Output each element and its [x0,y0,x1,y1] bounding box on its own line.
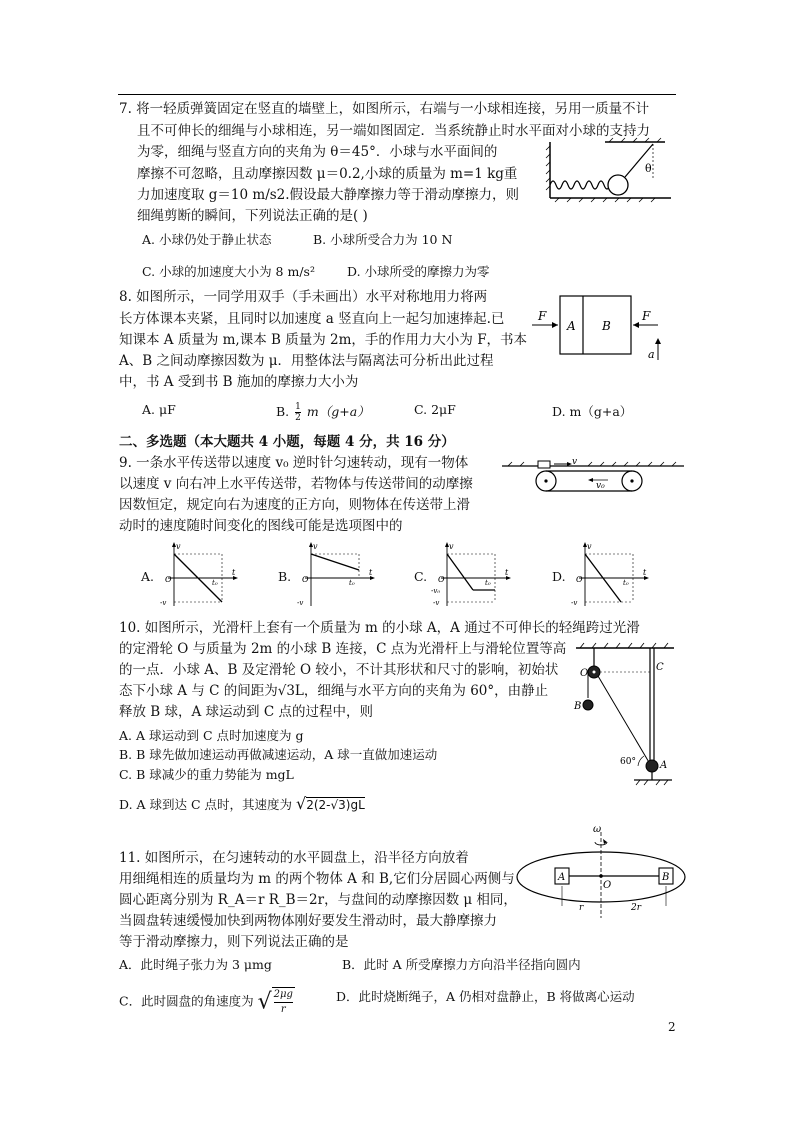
q7-option-a: A. 小球仍处于静止状态 [142,232,272,247]
q8-option-c: C. 2μF [414,402,456,417]
q9-graph-c-neg-v: -v [433,599,440,607]
q9-graph-b-origin: O [302,575,309,584]
page-number: 2 [668,1020,676,1034]
q11-line-4: 当圆盘转速缓慢加快到两物体刚好要发生滑动时，最大静摩擦力 [119,913,497,929]
q11-option-b: B．此时 A 所受摩擦力方向沿半径指向圆内 [342,957,581,972]
q8-left-force-label: F [538,309,547,323]
q11-option-c-denominator: r [274,1002,293,1017]
q8-figure-books [530,290,665,365]
q11-option-a: A．此时绳子张力为 3 μmg [119,957,272,972]
q11-option-d: D．此时烧断绳子，A 仍相对盘静止，B 将做离心运动 [336,989,635,1004]
q9-graph-b-t0: t₀ [349,579,355,587]
q9-graph-c-t: t [505,568,509,577]
q9-graph-d-origin: O [576,575,583,584]
q11-option-c: C．此时圆盘的角速度为 √ $\frac{2\mu g}{r}$ [119,989,293,1015]
q7-option-b: B. 小球所受合力为 10 N [313,232,453,247]
q9-graph-c-t0: t₀ [485,579,491,587]
q9-graph-d-t: t [643,568,647,577]
q7-option-c: C. 小球的加速度大小为 8 m/s² [142,264,315,279]
q9-graph-a-t0: t₀ [212,579,218,587]
q11-b-label: B [662,872,670,883]
q7-line-1: 7. 将一轻质弹簧固定在竖直的墙壁上，如图所示，右端与一小球相连接，另用一质量不计 [119,101,650,117]
q10-option-d-prefix: D. A 球到达 C 点时，其速度为 [119,797,293,812]
q10-o-label: O [580,668,589,679]
q11-figure-disk [513,822,689,922]
q9-option-c: C. [414,569,428,584]
q8-option-b-prefix: B. [276,404,290,419]
q7-line-6: 细绳剪断的瞬间，下列说法正确的是( ) [137,208,368,224]
q9-graph-c-origin: O [438,575,445,584]
q9-graph-c-v: v [449,542,454,551]
q9-graph-d-neg-v: -v [571,599,578,607]
q11-option-c-numerator: 2μg [273,989,293,1000]
q9-option-a: A. [141,569,155,584]
q11-line-1: 11. 如图所示，在匀速转动的水平圆盘上，沿半径方向放着 [119,850,469,866]
q8-option-b-numerator: 1 [295,402,301,412]
q8-line-3: 知课本 A 质量为 m,课本 B 质量为 2m，手的作用力大小为 F，书本 [119,332,528,348]
q9-graph-a-neg-v: -v [160,599,167,607]
q9-graph-c [433,540,513,610]
q11-line-5: 等于滑动摩擦力，则下列说法正确的是 [119,934,349,950]
q8-line-1: 8. 如图所示，一同学用双手（手未画出）水平对称地用力将两 [119,289,488,305]
q9-graph-a-t: t [232,568,236,577]
q10-option-c: C. B 球减少的重力势能为 mgL [119,767,294,782]
q9-graph-b-v: v [313,542,318,551]
spring-icon [550,181,616,189]
q9-line-2: 以速度 v 向右冲上水平传送带，若物体与传送带间的动摩擦 [119,476,473,492]
q11-r-label: r [579,903,584,913]
q10-b-label: B [574,701,582,712]
q9-option-b: B. [278,569,292,584]
q10-option-a: A. A 球运动到 C 点时加速度为 g [119,728,304,743]
q8-line-4: A、B 之间动摩擦因数为 μ．用整体法与隔离法可分析出此过程 [119,353,494,369]
q8-line-5: 中，书 A 受到书 B 施加的摩擦力大小为 [119,374,359,390]
q10-figure-pulley [572,640,678,790]
q8-option-b [276,402,370,423]
q9-graph-d-t0: t₀ [623,579,629,587]
q9-v0-label: v₀ [596,481,605,491]
q9-graph-a [160,540,240,610]
q10-c-label: C [656,662,664,673]
q11-line-3: 圆心距离分别为 R_A＝r R_B＝2r，与盘间的动摩擦因数 μ 相同， [119,892,517,908]
q9-option-d: D. [552,569,566,584]
q10-angle-label: 60° [620,757,636,767]
q8-option-b-denominator: 2 [295,413,301,423]
q8-block-a-label: A [567,319,576,333]
q11-o-label: O [603,880,612,891]
q7-line-3: 为零，细绳与竖直方向的夹角为 θ＝45°．小球与水平面间的 [137,144,498,160]
q7-line-2: 且不可伸长的细绳与小球相连，另一端如图固定．当系统静止时水平面对小球的支持力 [137,123,650,139]
q7-line-5: 力加速度取 g＝10 m/s2.假设最大静摩擦力等于滑动摩擦力，则 [137,187,520,203]
q9-graph-b [297,540,377,610]
q8-option-d: D. m（g+a） [552,404,633,419]
ball-icon [608,175,628,195]
q9-graph-a-origin: O [165,575,172,584]
q9-line-1: 9. 一条水平传送带以速度 v₀ 逆时针匀速转动，现有一物体 [119,455,469,471]
q8-option-b-rest: m（g+a） [306,404,370,419]
q9-graph-a-v: v [176,542,181,551]
q11-option-c-prefix: C．此时圆盘的角速度为 [119,993,254,1009]
q11-2r-label: 2r [631,903,642,913]
q8-accel-label: a [648,348,655,361]
section-2-title: 二、多选题（本大题共 4 小题，每题 4 分，共 16 分） [119,434,455,450]
q11-line-2: 用细绳相连的质量均为 m 的两个物体 A 和 B,它们分居圆心两侧与 [119,871,515,887]
q8-block-b-label: B [602,319,611,333]
q10-line-4: 态下小球 A 与 C 的间距为√3L，细绳与水平方向的夹角为 60°，由静止 [119,683,549,699]
q8-option-a: A. μF [142,402,176,417]
q10-line-2: 的定滑轮 O 与质量为 2m 的小球 B 连接，C 点为光滑杆上与滑轮位置等高 [119,641,567,657]
q8-right-force-label: F [642,309,651,323]
q9-figure-conveyor [498,456,686,496]
q9-graph-c-neg-v0: -v₀ [431,587,441,595]
q10-line-5: 释放 B 球，A 球运动到 C 点的过程中，则 [119,704,373,720]
q9-line-4: 动时的速度随时间变化的图线可能是选项图中的 [119,518,403,534]
q9-v-label: v [572,457,578,467]
q7-theta-label: θ [645,162,652,175]
q7-line-4: 摩擦不可忽略，且动摩擦因数 μ＝0.2,小球的质量为 m=1 kg重 [137,166,518,182]
q11-a-label: A [558,872,566,883]
q8-line-2: 长方体课本夹紧，且同时以加速度 a 竖直向上一起匀加速捧起.已 [119,311,505,327]
q10-line-3: 的一点．小球 A、B 及定滑轮 O 较小，不计其形状和尺寸的影响，初始状 [119,662,559,678]
header-rule [118,94,676,95]
q10-option-d: D. A 球到达 C 点时，其速度为 √2(2-√3)gL [119,794,365,813]
q10-option-d-formula: 2(2-√3)gL [306,798,365,812]
q7-option-d: D. 小球所受的摩擦力为零 [347,264,490,279]
q10-line-1: 10. 如图所示，光滑杆上套有一个质量为 m 的小球 A，A 通过不可伸长的轻绳跨过光滑 [119,620,640,636]
q10-option-b: B. B 球先做加速运动再做减速运动，A 球一直做加速运动 [119,747,438,762]
q10-a-label: A [660,760,668,771]
q9-graph-d [571,540,651,610]
q9-line-3: 因数恒定，规定向右为速度的正方向，则物体在传送带上滑 [119,497,470,513]
q9-graph-b-t: t [369,568,373,577]
q9-graph-d-v: v [587,542,592,551]
q9-graph-b-neg-v: -v [297,599,304,607]
q7-figure-spring-ball [545,140,675,202]
q11-omega-label: ω [593,824,602,835]
